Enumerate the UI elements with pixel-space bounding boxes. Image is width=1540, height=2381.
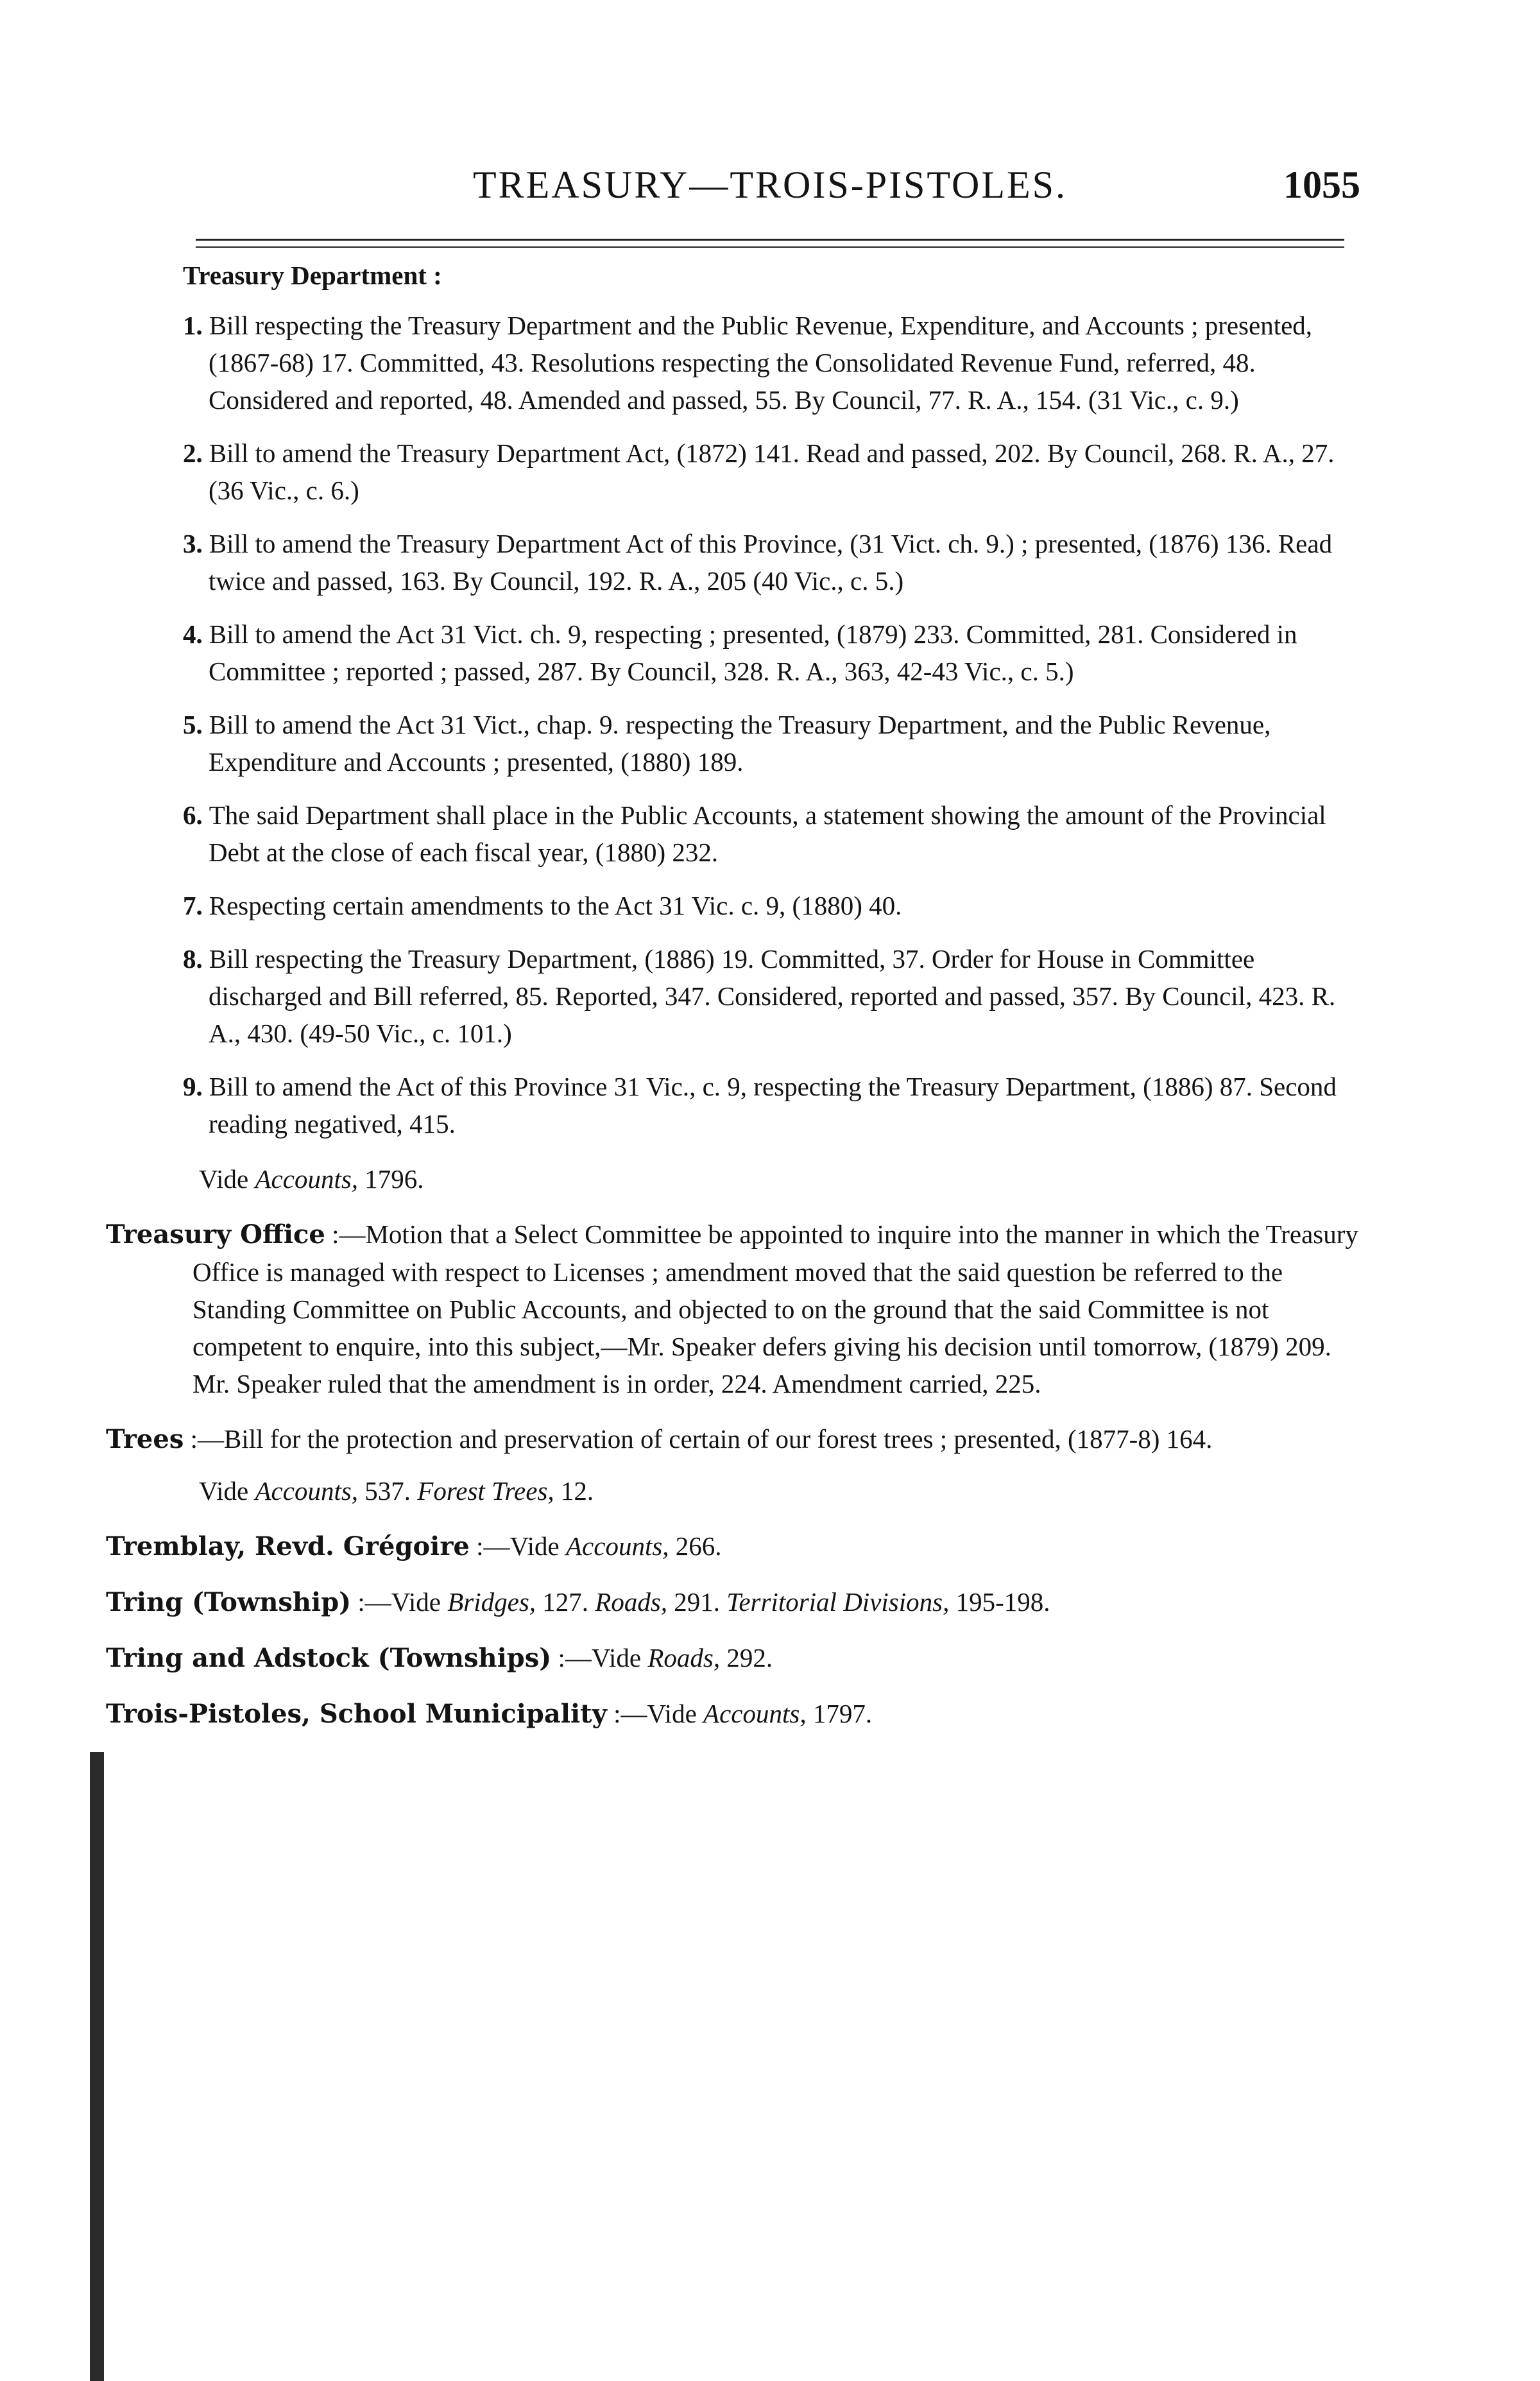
item-number: 4. bbox=[183, 619, 203, 649]
vide-pages: 127. bbox=[536, 1587, 595, 1617]
item-text: Bill to amend the Act 31 Vict., chap. 9. respecting the Treasury Department, and the Public Revenue, Expenditure and Accounts ; presented, (1880) 189. bbox=[209, 710, 1271, 777]
list-item bbox=[106, 887, 1364, 924]
list-item bbox=[106, 940, 1364, 1052]
entry-heading: Treasury Office bbox=[106, 1219, 325, 1250]
index-entry-tring bbox=[106, 1583, 1364, 1621]
vide-reference bbox=[199, 1160, 1364, 1198]
vide-ref: Roads, bbox=[647, 1643, 721, 1672]
vide-ref: Forest Trees, bbox=[417, 1476, 554, 1506]
index-entry-tring-adstock bbox=[106, 1639, 1364, 1677]
page-body bbox=[106, 257, 1364, 1751]
vide-ref: Accounts, bbox=[703, 1699, 807, 1728]
page-number: 1055 bbox=[1283, 164, 1360, 206]
vide-ref: Accounts, bbox=[255, 1164, 359, 1194]
vide-pages: 1797. bbox=[806, 1699, 873, 1728]
item-number: 9. bbox=[183, 1072, 203, 1101]
list-item bbox=[106, 615, 1364, 690]
vide-pages: 12. bbox=[554, 1476, 594, 1506]
list-item bbox=[106, 796, 1364, 871]
entry-heading: Tring and Adstock (Townships) bbox=[106, 1643, 552, 1673]
item-number: 1. bbox=[183, 311, 203, 340]
vide-pages: 266. bbox=[669, 1531, 722, 1561]
vide-ref: Accounts, bbox=[255, 1476, 359, 1506]
item-number: 7. bbox=[183, 891, 203, 920]
vide-pages: 195-198. bbox=[949, 1587, 1050, 1617]
list-item bbox=[106, 307, 1364, 418]
list-item bbox=[106, 1068, 1364, 1142]
running-header bbox=[0, 159, 1540, 211]
vide-pages: 292. bbox=[720, 1643, 773, 1672]
list-item bbox=[106, 706, 1364, 780]
vide-pages: 291. bbox=[667, 1587, 727, 1617]
header-rule-top bbox=[196, 239, 1344, 241]
item-number: 5. bbox=[183, 710, 203, 739]
vide-ref: Roads, bbox=[595, 1587, 668, 1617]
entry-text: :—Motion that a Select Committee be appointed to inquire into the manner in which the Treasury Office is managed with respect to Licenses ; amendment moved that the said question be referred to the Standing Committee on Public Accounts, and objected to on the ground that the said Committee is not competent to enquire, into this subject,—Mr. Speaker defers giving his decision until tomorrow, (1879) 209. Mr. Speaker ruled that the amendment is in order, 224. Amendment carried, 225. bbox=[193, 1219, 1358, 1398]
item-text: Bill respecting the Treasury Department and the Public Revenue, Expenditure, and Accounts ; presented, (1867-68) 17. Committed, 43. Resolutions respecting the Consolidated Revenue Fund, referred, 48. Considered and reported, 48. Amended and passed, 55. By Council, 77. R. A., 154. (31 Vic., c. 9.) bbox=[209, 311, 1313, 415]
section-heading-treasury-department: Treasury Department : bbox=[183, 261, 442, 290]
entry-heading: Tremblay, Revd. Grégoire bbox=[106, 1531, 470, 1561]
index-entry-treasury-office bbox=[106, 1216, 1364, 1402]
item-text: Respecting certain amendments to the Act 31 Vic. c. 9, (1880) 40. bbox=[209, 891, 902, 920]
entry-text: :—Vide bbox=[469, 1531, 566, 1561]
item-number: 3. bbox=[183, 529, 203, 558]
vide-ref: Accounts, bbox=[566, 1531, 669, 1561]
entry-text: :—Vide bbox=[551, 1643, 648, 1672]
entry-text: :—Vide bbox=[351, 1587, 448, 1617]
header-rule-bottom bbox=[196, 246, 1344, 248]
index-entry-tremblay bbox=[106, 1527, 1364, 1565]
item-number: 2. bbox=[183, 438, 203, 468]
entry-text: :—Vide bbox=[606, 1699, 704, 1728]
vide-ref: Bridges, bbox=[447, 1587, 536, 1617]
item-text: Bill to amend the Act 31 Vict. ch. 9, respecting ; presented, (1879) 233. Committed, 281. Considered in Committee ; reported ; passed, 287. By Council, 328. R. A., 363, 42-43 Vic., c. 5.) bbox=[209, 619, 1297, 686]
item-number: 8. bbox=[183, 944, 203, 974]
entry-heading: Trois-Pistoles, School Municipality bbox=[106, 1699, 607, 1729]
list-item bbox=[106, 434, 1364, 509]
list-item bbox=[106, 525, 1364, 599]
item-text: Bill to amend the Treasury Department Act of this Province, (31 Vict. ch. 9.) ; presented, (1876) 136. Read twice and passed, 163. By Council, 192. R. A., 205 (40 Vic., c. 5.) bbox=[209, 529, 1333, 596]
page-title: TREASURY—TROIS-PISTOLES. bbox=[472, 164, 1067, 206]
entry-vide bbox=[193, 1472, 1364, 1509]
vide-pages: 537. bbox=[358, 1476, 418, 1506]
index-entry-trees bbox=[106, 1420, 1364, 1509]
vide-prefix: Vide bbox=[199, 1476, 255, 1506]
item-text: Bill to amend the Act of this Province 31 Vic., c. 9, respecting the Treasury Department, (1886) 87. Second reading negatived, 415. bbox=[209, 1072, 1337, 1139]
item-text: The said Department shall place in the Public Accounts, a statement showing the amount of the Provincial Debt at the close of each fiscal year, (1880) 232. bbox=[209, 800, 1326, 867]
vide-ref: Territorial Divisions, bbox=[726, 1587, 950, 1617]
entry-heading: Trees bbox=[106, 1424, 184, 1454]
item-text: Bill respecting the Treasury Department, (1886) 19. Committed, 37. Order for House in Committee discharged and Bill referred, 85. Reported, 347. Considered, reported and passed, 357. By Council, 423. R. A., 430. (49-50 Vic., c. 101.) bbox=[209, 944, 1336, 1048]
item-number: 6. bbox=[183, 800, 203, 830]
scan-margin-bar bbox=[90, 1752, 104, 2381]
entry-heading: Tring (Township) bbox=[106, 1587, 352, 1617]
index-entry-trois-pistoles bbox=[106, 1695, 1364, 1733]
item-text: Bill to amend the Treasury Department Act, (1872) 141. Read and passed, 202. By Council, 268. R. A., 27. (36 Vic., c. 6.) bbox=[209, 438, 1335, 505]
vide-prefix: Vide bbox=[199, 1164, 255, 1194]
vide-pages: 1796. bbox=[358, 1164, 424, 1194]
entry-text: :—Bill for the protection and preservation of certain of our forest trees ; presented, (1877-8) 164. bbox=[184, 1424, 1213, 1454]
